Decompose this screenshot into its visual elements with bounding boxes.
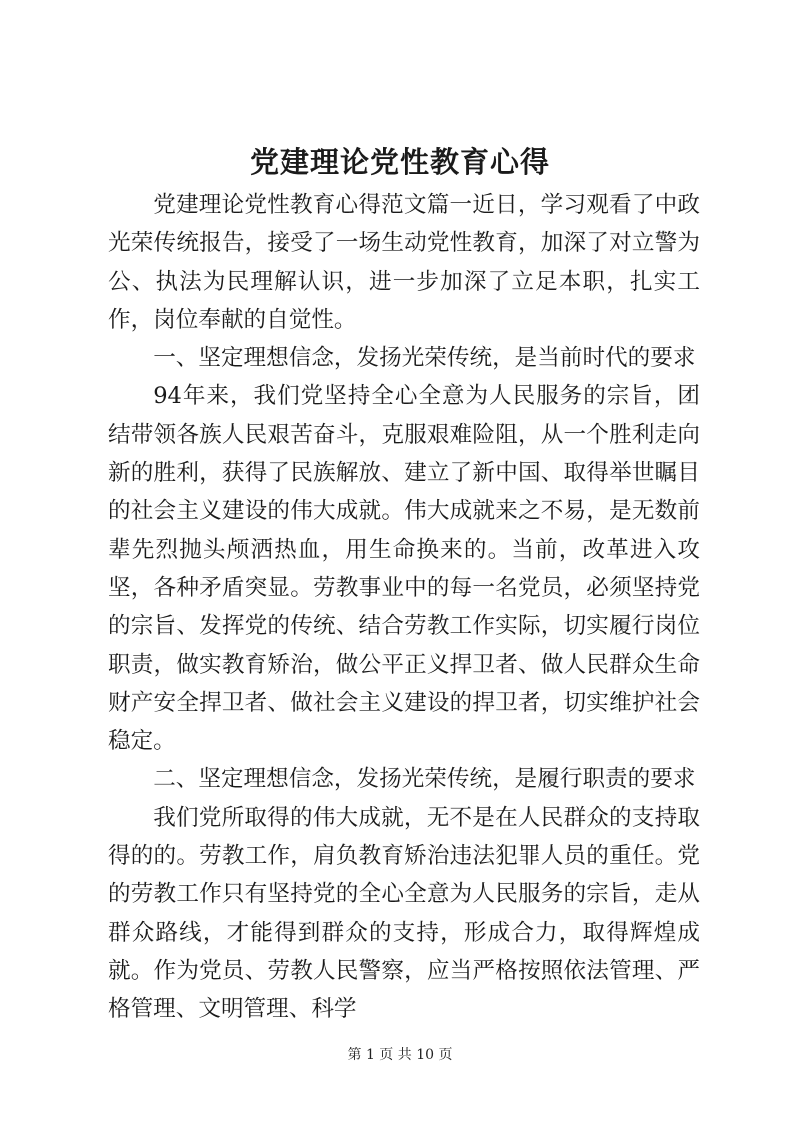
paragraph-intro: 党建理论党性教育心得范文篇一近日，学习观看了中政光荣传统报告，接受了一场生动党性教育，加深了对立警为公、执法为民理解认识，进一步加深了立足本职，扎实工作，岗位奉献的自觉性。 — [108, 192, 700, 333]
section-heading-1: 一、坚定理想信念，发扬光荣传统，是当前时代的要求 — [153, 345, 696, 372]
paragraph-section-2: 我们党所取得的伟大成就，无不是在人民群众的支持取得的的。劳教工作，肩负教育矫治违法犯罪人员的重任。党的劳教工作只有坚持党的全心全意为人民服务的宗旨，走从群众路线，才能得到群众的支持，形成合力，取得辉煌成就。作为党员、劳教人民警察，应当严格按照依法管理、严格管理、文明管理、科学 — [108, 804, 700, 1023]
document-title: 党建理论党性教育心得 — [249, 145, 550, 179]
section-heading-2: 二、坚定理想信念，发扬光荣传统，是履行职责的要求 — [153, 766, 696, 793]
paragraph-section-1: 94年来，我们党坚持全心全意为人民服务的宗旨，团结带领各族人民艰苦奋斗，克服艰难险阻，从一个胜利走向新的胜利，获得了民族解放、建立了新中国、取得举世瞩目的社会主义建设的伟大成就。伟大成就来之不易，是无数前辈先烈抛头颅洒热血，用生命换来的。当前，改革进入攻坚，各种矛盾突显。劳教事业中的每一名党员，必须坚持党的宗旨、发挥党的传统、结合劳教工作实际，切实履行岗位职责，做实教育矫治，做公平正义捍卫者、做人民群众生命财产安全捍卫者、做社会主义建设的捍卫者，切实维护社会稳定。 — [108, 383, 700, 755]
document-body — [108, 186, 700, 1029]
page-number-footer: 第 1 页 共 10 页 — [347, 1047, 453, 1063]
